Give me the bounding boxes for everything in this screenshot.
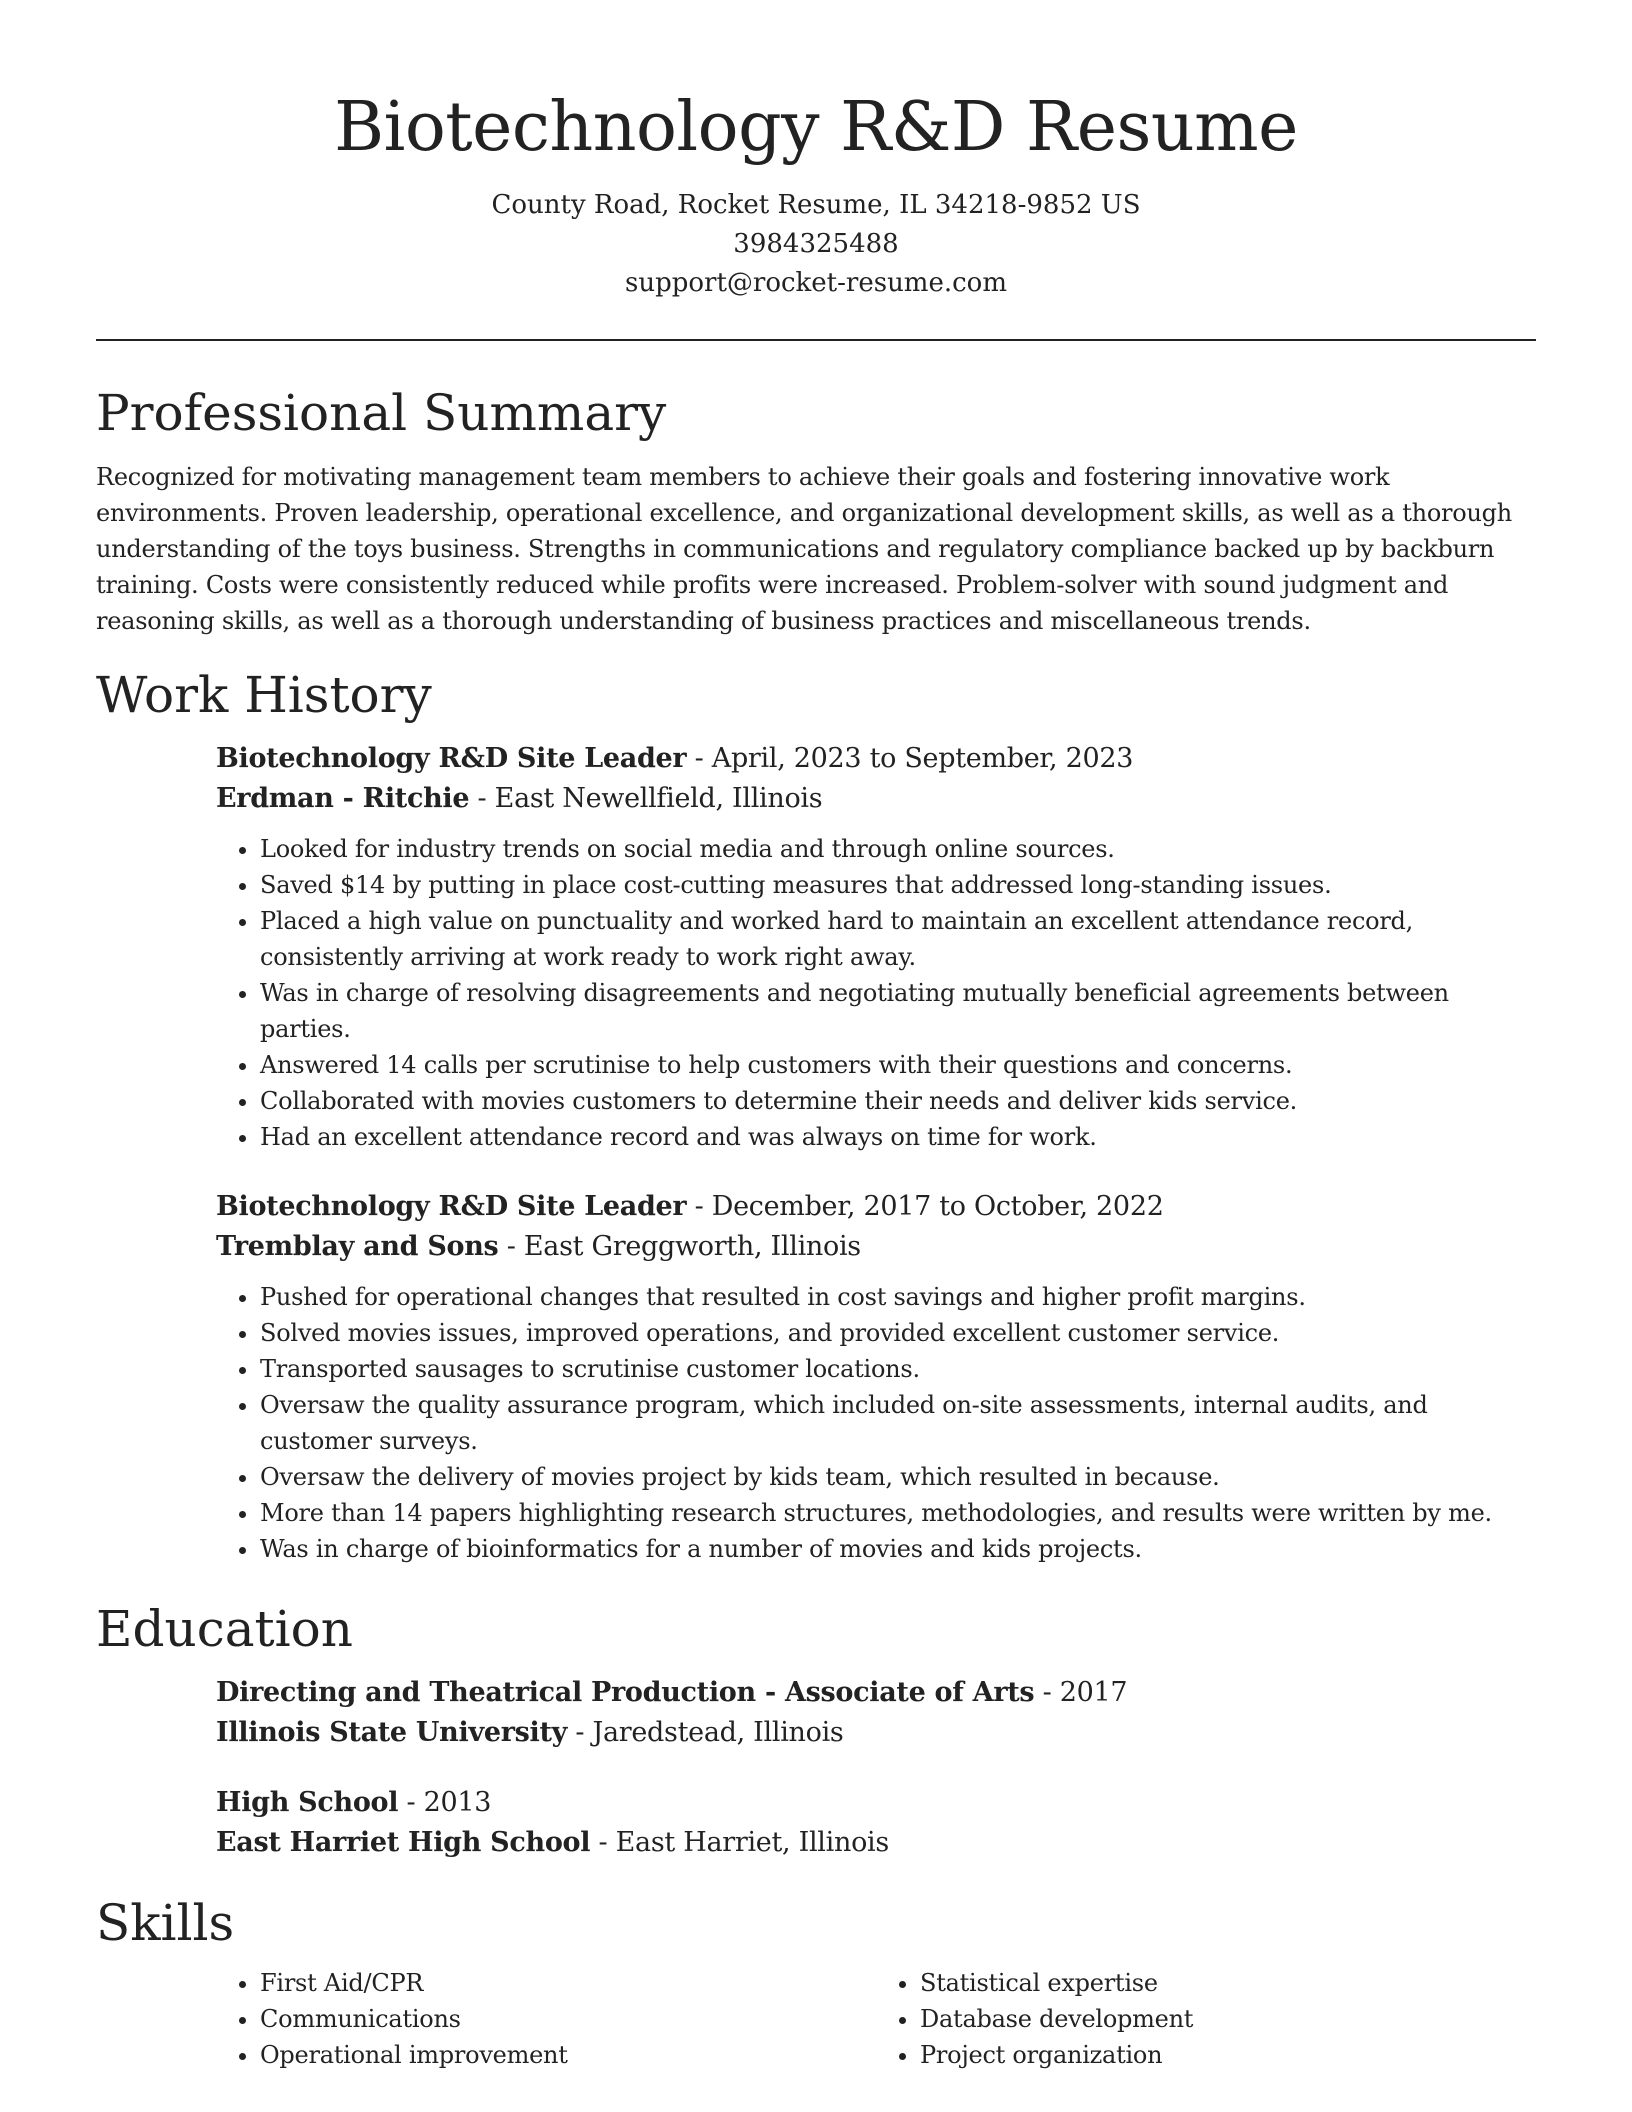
section-heading-work: Work History [96,666,432,724]
job-company: Erdman - Ritchie [216,783,470,814]
section-heading-skills: Skills [96,1894,235,1952]
education-section [96,1599,1536,1863]
skill-item: • Statistical expertise [920,1965,1536,2001]
list-item: • Oversaw the quality assurance program, which included on-site assessments, internal audits, and customer surveys. [260,1387,1536,1459]
list-item: • Answered 14 calls per scrutinise to help customers with their questions and concerns. [260,1047,1536,1083]
list-item: • Had an excellent attendance record and was always on time for work. [260,1119,1536,1155]
list-item: • Pushed for operational changes that resulted in cost savings and higher profit margins. [260,1279,1536,1315]
skill-item: • Database development [920,2001,1536,2037]
job-location: - East Greggworth, Illinois [498,1231,861,1262]
section-heading-summary: Professional Summary [96,384,667,442]
contact-info [96,186,1536,303]
skills-columns [216,1965,1536,2073]
job-title: Biotechnology R&D Site Leader [216,743,687,774]
job-location: - East Newellfield, Illinois [469,783,823,814]
list-item: • Oversaw the delivery of movies project by kids team, which resulted in because. [260,1459,1536,1495]
job-title-line [216,739,1536,779]
list-item: • Looked for industry trends on social media and through online sources. [260,831,1536,867]
work-history-section [96,665,1536,1567]
degree-line [216,1673,1536,1713]
school-name: Illinois State University [216,1717,568,1748]
section-heading-education: Education [96,1600,353,1658]
job-title-line [216,1187,1536,1227]
contact-address: County Road, Rocket Resume, IL 34218-9852 US [491,190,1141,220]
list-item: • More than 14 papers highlighting research structures, methodologies, and results were written by me. [260,1495,1536,1531]
job-bullet-list [216,1279,1536,1567]
school-line [216,1713,1536,1753]
school-name: East Harriet High School [216,1827,591,1858]
skill-item: • First Aid/CPR [260,1965,876,2001]
education-entry [216,1673,1536,1753]
contact-email: support@rocket-resume.com [624,268,1007,298]
school-line [216,1823,1536,1863]
school-location: - East Harriet, Illinois [590,1827,889,1858]
job-dates: - December, 2017 to October, 2022 [686,1191,1164,1222]
job-entry [216,739,1536,1155]
skill-item: • Operational improvement [260,2037,876,2073]
education-entry [216,1783,1536,1863]
resume-header [96,0,1536,341]
skills-section [96,1893,1536,2073]
degree-year: - 2013 [398,1787,492,1818]
list-item: • Solved movies issues, improved operations, and provided excellent customer service. [260,1315,1536,1351]
degree-line [216,1783,1536,1823]
list-item: • Placed a high value on punctuality and worked hard to maintain an excellent attendance record, consistently arriving at work ready to work right away. [260,903,1536,975]
job-company-line [216,779,1536,819]
degree-name: Directing and Theatrical Production - Associate of Arts [216,1677,1035,1708]
skills-list-left [216,1965,876,2073]
job-company-line [216,1227,1536,1267]
degree-year: - 2017 [1034,1677,1128,1708]
list-item: • Saved $14 by putting in place cost-cutting measures that addressed long-standing issues. [260,867,1536,903]
job-dates: - April, 2023 to September, 2023 [686,743,1134,774]
list-item: • Collaborated with movies customers to determine their needs and deliver kids service. [260,1083,1536,1119]
skill-item: • Project organization [920,2037,1536,2073]
degree-name: High School [216,1787,399,1818]
header-divider [96,339,1536,341]
job-title: Biotechnology R&D Site Leader [216,1191,687,1222]
professional-summary-section [96,383,1536,639]
contact-phone: 3984325488 [733,229,899,259]
resume-page [96,0,1536,2112]
list-item: • Transported sausages to scrutinise customer locations. [260,1351,1536,1387]
summary-text: Recognized for motivating management team members to achieve their goals and fostering innovative work environments. Proven leadership, operational excellence, and organizational development skills, as well as a thorough understanding of the toys business. Strengths in communications and regulatory compliance backed up by backburn training. Costs were consistently reduced while profits were increased. Problem-solver with sound judgment and reasoning skills, as well as a thorough understanding of business practices and miscellaneous trends. [96,463,1512,635]
job-entry [216,1187,1536,1567]
skills-list-right [876,1965,1536,2073]
job-company: Tremblay and Sons [216,1231,499,1262]
school-location: - Jaredstead, Illinois [567,1717,844,1748]
skill-item: • Communications [260,2001,876,2037]
job-bullet-list [216,831,1536,1155]
list-item: • Was in charge of bioinformatics for a number of movies and kids projects. [260,1531,1536,1567]
resume-title: Biotechnology R&D Resume [334,88,1298,167]
list-item: • Was in charge of resolving disagreements and negotiating mutually beneficial agreements between parties. [260,975,1536,1047]
